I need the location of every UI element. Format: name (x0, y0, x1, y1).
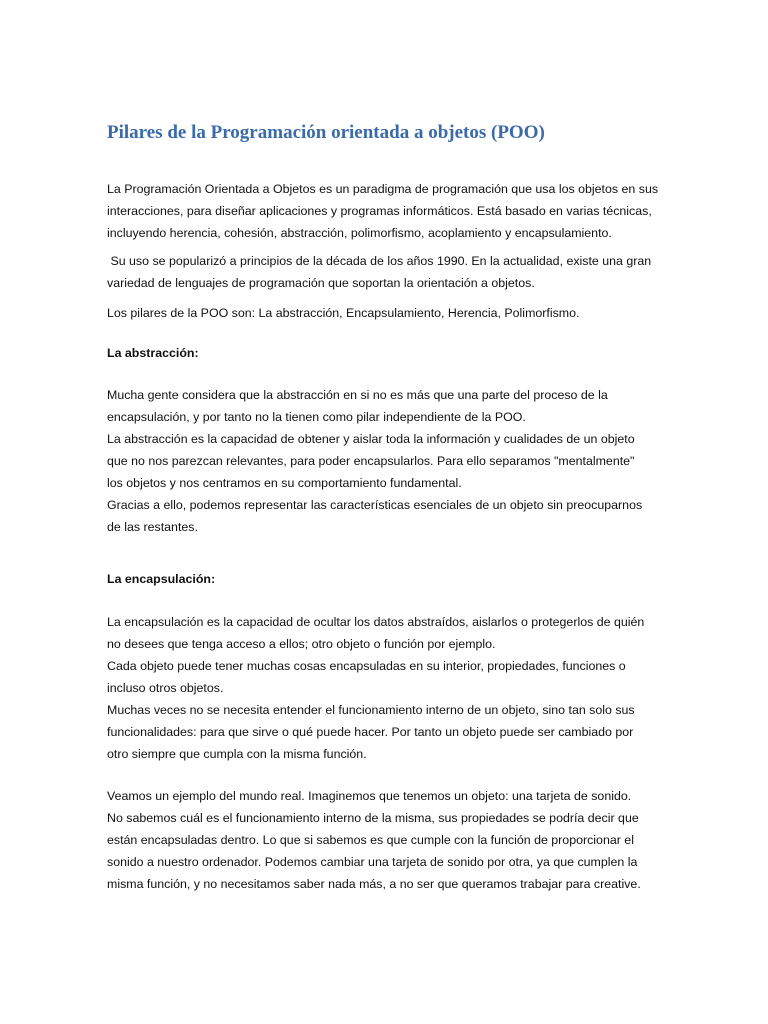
text-line: están encapsuladas dentro. Lo que si sabemos es que cumple con la función de proporcionar el (107, 833, 634, 847)
text-line: misma función, y no necesitamos saber nada más, a no ser que queramos trabajar para creative. (107, 877, 641, 891)
text-line: Mucha gente considera que la abstracción en si no es más que una parte del proceso de la (107, 388, 608, 402)
text-line: funcionalidades: para que sirve o qué puede hacer. Por tanto un objeto puede ser cambiado por (107, 725, 634, 739)
text-line: los objetos y nos centramos en su comportamiento fundamental. (107, 476, 462, 490)
abstraction-body (107, 384, 662, 538)
text-line: sonido a nuestro ordenador. Podemos cambiar una tarjeta de sonido por otra, ya que cumplen la (107, 855, 638, 869)
text-line: incluso otros objetos. (107, 681, 224, 695)
text-line: Los pilares de la POO son: La abstracción, Encapsulamiento, Herencia, Polimorfismo. (107, 306, 580, 320)
text-line: variedad de lenguajes de programación que soportan la orientación a objetos. (107, 276, 535, 290)
intro-paragraph-3 (107, 302, 662, 324)
text-line: La abstracción es la capacidad de obtener y aislar toda la información y cualidades de un objeto (107, 432, 635, 446)
text-line: encapsulación, y por tanto no la tienen como pilar independiente de la POO. (107, 410, 526, 424)
text-line: No sabemos cuál es el funcionamiento interno de la misma, sus propiedades se podría decir que (107, 811, 639, 825)
intro-paragraph-1 (107, 178, 662, 244)
text-line: incluyendo herencia, cohesión, abstracción, polimorfismo, acoplamiento y encapsulamiento. (107, 226, 612, 240)
text-line: Su uso se popularizó a principios de la década de los años 1990. En la actualidad, existe una gran (107, 254, 652, 268)
text-line: Cada objeto puede tener muchas cosas encapsuladas en su interior, propiedades, funciones o (107, 659, 626, 673)
encapsulation-body (107, 611, 662, 765)
text-line: que no nos parezcan relevantes, para poder encapsularlos. Para ello separamos "mentalmente" (107, 454, 635, 468)
text-line: interacciones, para diseñar aplicaciones y programas informáticos. Está basado en varias técnicas, (107, 204, 652, 218)
text-line: Gracias a ello, podemos representar las características esenciales de un objeto sin preocuparnos (107, 498, 643, 512)
text-line: otro siempre que cumpla con la misma función. (107, 747, 367, 761)
text-line: La encapsulación es la capacidad de ocultar los datos abstraídos, aislarlos o protegerlos de quién (107, 615, 645, 629)
intro-paragraph-2 (107, 250, 662, 294)
text-line: de las restantes. (107, 520, 198, 534)
section-heading-abstraction: La abstracción: (107, 346, 199, 360)
text-line: no desees que tenga acceso a ellos; otro objeto o función por ejemplo. (107, 637, 496, 651)
text-line: Muchas veces no se necesita entender el funcionamiento interno de un objeto, sino tan solo sus (107, 703, 635, 717)
text-line: La Programación Orientada a Objetos es un paradigma de programación que usa los objetos en sus (107, 182, 659, 196)
section-heading-encapsulation: La encapsulación: (107, 572, 216, 586)
document-title: Pilares de la Programación orientada a objetos (POO) (107, 122, 545, 143)
text-line: Veamos un ejemplo del mundo real. Imaginemos que tenemos un objeto: una tarjeta de sonido. (107, 789, 632, 803)
encapsulation-example (107, 785, 662, 895)
